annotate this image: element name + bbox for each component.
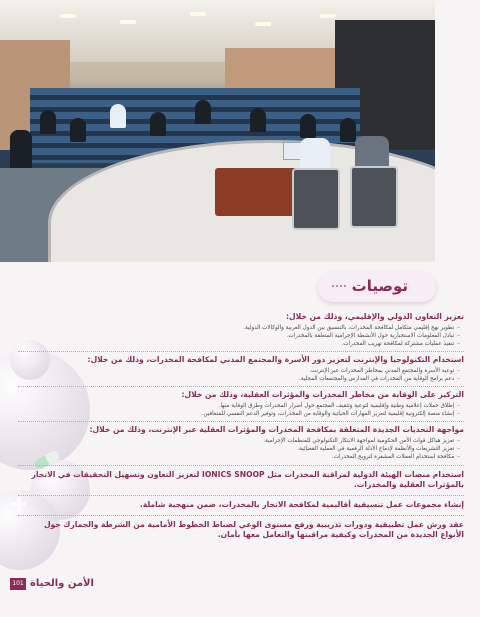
section-heading-pill — [318, 272, 436, 302]
ceiling-light — [60, 14, 76, 18]
section-divider — [18, 495, 464, 496]
bullet-item: – توعية الأسرة والمجتمع المدني بمخاطر المخدرات عبر الإنترنت. — [100, 367, 460, 375]
ceiling-light — [120, 20, 136, 24]
magazine-title: الأمن والحياة — [30, 578, 94, 589]
photo-attendee — [195, 100, 211, 124]
plus-icon: + — [10, 492, 29, 517]
dots-decoration — [332, 285, 346, 291]
photo-attendee — [340, 118, 356, 142]
photo-attendee — [10, 130, 32, 170]
section-title: مواجهة التحديات الجديدة المتعلقة بمكافحة المخدرات والمؤثرات العقلية عبر الإنترنت، وذلك من خلال: — [89, 425, 464, 434]
conference-hall-photo — [0, 0, 435, 262]
bullet-item: – تطوير نهج إقليمي متكامل لمكافحة المخدرات، بالتنسيق بين الدول العربية والوكالات الدولية. — [100, 324, 460, 332]
section-title: التركيز على الوقاية من مخاطر المخدرات والمؤثرات العقلية، وذلك من خلال: — [181, 390, 464, 399]
section-divider — [18, 465, 464, 466]
recommendations-list — [18, 312, 464, 582]
bullet-item: – تعزيز التشريعات والأنظمة لإدماج الأدلة الرقمية في العملية القضائية. — [100, 445, 460, 453]
ceiling-light — [255, 22, 271, 26]
photo-chair — [350, 166, 398, 228]
photo-attendee — [300, 114, 316, 138]
page-heading: توصيات — [351, 277, 408, 295]
photo-chair — [292, 168, 340, 230]
section-divider — [18, 351, 464, 352]
photo-attendee — [250, 108, 266, 132]
ceiling-light — [320, 14, 336, 18]
section-title: استخدام منصات الهيئة الدولية لمراقبة المخدرات مثل IONICS SNOOP لتعزيز التعاون وتسهيل التحقيقات في الاتجار بالمؤثرات العقلية والمخدرات. — [31, 470, 464, 489]
page-number: 101 — [10, 578, 26, 590]
section-title: عقد ورش عمل تطبيقية ودورات تدريبية ورفع مستوى الوعي لضباط الخطوط الأمامية من الشرطة والجمارك حول الأنواع الجديدة من المخدرات وكيفية مراقبتها والتعامل معها بأمان. — [43, 520, 464, 539]
photo-attendee — [40, 110, 56, 134]
bullet-item: – تنفيذ عمليات مشتركة لمكافحة تهريب المخدرات. — [100, 340, 460, 348]
bullet-item: – دعم برامج الوقاية من المخدرات في المدارس والمجتمعات المحلية. — [100, 375, 460, 383]
bullet-item: – تعزيز هياكل قوات الأمن الحكومية لمواجهة الابتكار التكنولوجي للمنظمات الإجرامية. — [100, 437, 460, 445]
section-title: تعزيز التعاون الدولي والإقليمي، وذلك من خلال: — [285, 312, 464, 321]
section-divider — [18, 386, 464, 387]
photo-attendee — [70, 118, 86, 142]
bullet-item: – إطلاق حملات إعلامية وطنية وإقليمية لتوعية وتثقيف المجتمع حول أضرار المخدرات وطرق الوقاية منها. — [100, 402, 460, 410]
photo-attendee — [110, 104, 126, 128]
ceiling-light — [190, 12, 206, 16]
bullet-item: – إنشاء منصة إلكترونية إقليمية لتعزيز المهارات الحياتية والوقاية من المخدرات، وتوفير الدعم النفسي للمتعافين. — [100, 410, 460, 418]
section-divider — [18, 421, 464, 422]
section-title: استخدام التكنولوجيا والإنترنت لتعزيز دور الأسرة والمجتمع المدني لمكافحة المخدرات، وذلك من خلال: — [87, 355, 464, 364]
bullet-item: – مكافحة استخدام العملات المشفرة لترويج المخدرات. — [100, 453, 460, 461]
section-title: إنشاء مجموعات عمل تنسيقية أقاليمية لمكافحة الاتجار بالمخدرات، ضمن منهجية شاملة. — [139, 500, 464, 509]
bullet-item: – تبادل المعلومات الاستخبارية حول الأنشطة الإجرامية المتعلقة بالمخدرات. — [100, 332, 460, 340]
photo-attendee — [150, 112, 166, 136]
section-divider — [18, 515, 464, 516]
